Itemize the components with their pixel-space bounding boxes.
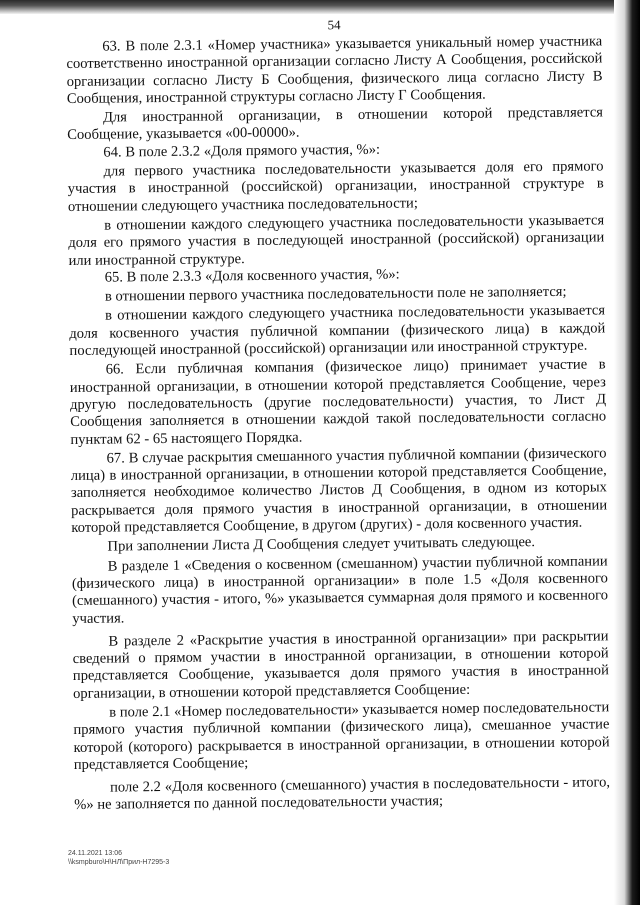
paragraph-64: 64. В поле 2.3.2 «Доля прямого участия, %»:: [103, 141, 381, 161]
paragraph-65: 65. В поле 2.3.3 «Доля косвенного участия, %»:: [104, 266, 400, 286]
paragraph-67: 67. В случае раскрытия смешанного участия публичной компании (физического лица) в иностранной организации, в отношении которой представляется Сообщение, заполняется необходимое количество Листов Д Сообщения, в одном из которых раскрывается доля прямого участия в иностранной организации, в отношении которой представляется Сообщение, в другом (других) - доля косвенного участия.: [70, 445, 608, 536]
document-footer: [68, 849, 169, 867]
paragraph-63: 63. В поле 2.3.1 «Номер участника» указывается уникальный номер участника соответственно иностранной организации согласно Листу А Сообщения, российской организации согласно Листу Б Сообщения, физического лица согласно Листу В Сообщения, иностранной структуры согласно Листу Г Сообщения.: [66, 33, 603, 107]
footer-document-ref: \\ksmpburo\Н\НЛ\Прил-Н7295-3: [68, 859, 170, 866]
paragraph: в отношении каждого следующего участника последовательности указывается доля его прямого участия в последующей иностранной (российской) организации или иностранной структуре.: [68, 212, 605, 269]
footer-timestamp: 24.11.2021 13:06: [68, 850, 122, 857]
paragraph: в отношении первого участника последовательности поле не заполняется;: [104, 283, 567, 305]
scan-edge-right: [614, 0, 640, 905]
page-number: 54: [327, 17, 341, 33]
scan-edge-top: [0, 0, 640, 14]
document-page: [66, 14, 610, 814]
paragraph: в отношении каждого следующего участника последовательности указывается доля косвенного участия публичной компании (физического лица) в каждой последующей иностранной (российской) организации или иностранной структуре.: [69, 302, 606, 360]
paragraph: для первого участника последовательности указывается доля его прямого участия в иностранной (российской) организации, иностранной структуре в отношении следующего участника последовательности;: [67, 158, 604, 215]
paragraph: В разделе 1 «Сведения о косвенном (смешанном) участии публичной компании (физического лица) в иностранной организации» в поле 1.5 «Доля косвенного (смешанного) участия - итого, %» указывается суммарная доля прямого и косвенного участия.: [71, 552, 609, 627]
paragraph: В разделе 2 «Раскрытие участия в иностранной организации» при раскрытии сведений о прямом участии в иностранной организации, в отношении которой представляется Сообщение, указывается доля прямого участия в иностранной организации, в отношении которой представляется Сообщение:: [72, 628, 609, 702]
paragraph: в поле 2.1 «Номер последовательности» указывается номер последовательности прямого участия публичной компании (физического лица), смешанное участие которой (которого) раскрывается в иностранной организации, в отношении которой представляется Сообщение;: [73, 699, 610, 773]
paragraph: поле 2.2 «Доля косвенного (смешанного) участия в последовательности - итого, %» не заполняется по данной последовательности участия;: [74, 774, 611, 814]
paragraph-66: 66. Если публичная компания (физическое лицо) принимает участие в иностранной организации, в отношении которой представляется Сообщение, через другую последовательность (другие последовательности) участия, то Лист Д Сообщения заполняется в отношении каждой такой последовательности согласно пунктам 62 - 65 настоящего Порядка.: [69, 356, 607, 448]
paragraph: При заполнении Листа Д Сообщения следует учитывать следующее.: [107, 534, 536, 555]
paragraph: Для иностранной организации, в отношении которой представляется Сообщение, указывается «00-00000».: [67, 104, 604, 144]
